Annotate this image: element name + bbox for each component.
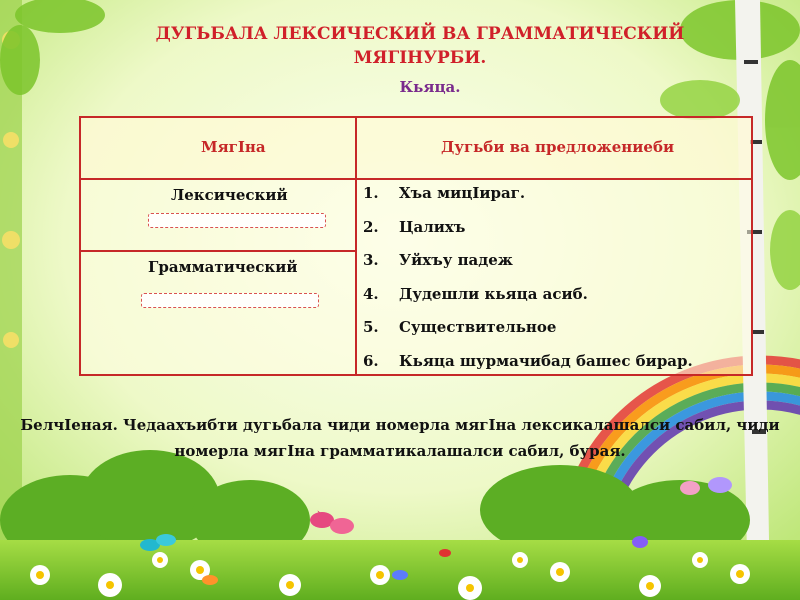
- lexical-answer-field[interactable]: [148, 213, 326, 228]
- list-item: 4. Дудешли кьяца асиб.: [363, 284, 588, 303]
- header-words-sentences: Дугьби ва предложениеби: [441, 138, 675, 156]
- slide-subtitle: Кьяца.: [399, 78, 461, 96]
- slide-title: ДУГЬБАЛА ЛЕКСИЧЕСКИЙ ВА ГРАММАТИЧЕСКИЙ МЯГIНУРБИ.: [155, 24, 685, 68]
- grammatical-answer-field[interactable]: [141, 293, 319, 308]
- list-item: 3. Уйхъу падеж: [363, 251, 513, 269]
- list-item: 1. Хъа мицIираг.: [363, 184, 526, 202]
- row-label-lexical: Лексический: [171, 186, 288, 204]
- row-divider: [81, 250, 355, 252]
- meaning-table: [79, 116, 753, 376]
- list-item: 2. Цалихъ: [363, 217, 466, 236]
- list-item: 5. Существительное: [363, 318, 557, 336]
- header-meaning: МягIна: [201, 138, 266, 156]
- row-label-grammatical: Грамматический: [148, 258, 298, 276]
- word-list: [363, 182, 693, 383]
- list-item: 6. Кьяца шурмачибад башес бирар.: [363, 351, 693, 370]
- task-instruction: БелчIеная. Чедаахъибти дугьбала чиди номерла мягIна лексикалашалси сабил, чиди номерла мягIна грамматикалашалси сабил, бурая.: [20, 416, 780, 460]
- column-divider: [355, 118, 357, 374]
